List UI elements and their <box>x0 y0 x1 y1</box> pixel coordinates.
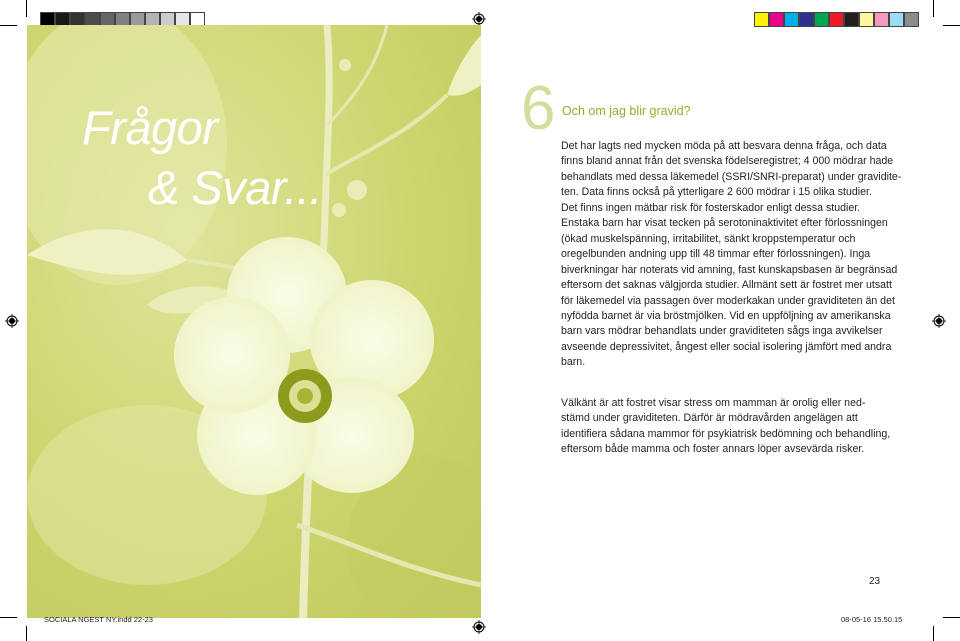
body-line: oregelbunden andning upp till 48 timmar efter förlossningen). Inga <box>561 248 871 261</box>
crop-mark <box>943 617 960 618</box>
body-line: eftersom både mamma och foster annars löper avsevärda risker. <box>561 443 865 456</box>
page-number: 23 <box>869 576 881 587</box>
crop-mark <box>26 0 27 17</box>
crop-mark <box>943 25 960 26</box>
color-swatch <box>814 12 829 27</box>
body-line: identifiera sådana mammor för psykiatrisk bedömning och behandling, <box>561 427 891 440</box>
registration-mark-left <box>5 314 19 328</box>
crop-mark <box>933 0 934 17</box>
body-paragraph-1 <box>561 139 902 371</box>
crop-mark <box>26 626 27 641</box>
body-line: behandlats med dessa läkemedel (SSRI/SNRI-preparat) under gravidite- <box>561 170 902 183</box>
color-swatch <box>904 12 919 27</box>
body-line: finns bland annat från det svenska födelseregistret; 4 000 mödrar hade <box>561 155 894 168</box>
slug-timestamp: 08-05-16 15.50.15 <box>841 615 903 624</box>
color-swatch <box>754 12 769 27</box>
body-line: ten. Data finns också på ytterligare 2 600 mödrar i 15 olika studier. <box>561 186 872 199</box>
body-line: (ökad muskelspänning, irritabilitet, sänkt kroppstemperatur och <box>561 232 856 245</box>
registration-mark-top <box>472 12 486 26</box>
color-swatch <box>799 12 814 27</box>
body-line: barn vars mödrar behandlats under graviditeten sågs inga avvikelser <box>561 325 883 338</box>
registration-mark-bottom <box>472 620 486 634</box>
crop-mark <box>0 617 17 618</box>
slug-file-info: SOCIALA NGEST NY.indd 22-23 <box>44 615 153 624</box>
body-line: nyfödda barnet är via bröstmjölken. Vid en uppföljning av amerikanska <box>561 309 891 322</box>
body-line: barn. <box>561 356 586 369</box>
title-line-1: Frågor <box>82 101 218 154</box>
body-line: Det har lagts ned mycken möda på att besvara denna fråga, och data <box>561 140 887 152</box>
color-swatch <box>844 12 859 27</box>
body-line: stämd under graviditeten. Därför är mödravården angelägen att <box>561 412 858 425</box>
color-calibration-bar <box>754 12 919 27</box>
color-swatch <box>829 12 844 27</box>
body-line: för läkemedel via passagen över moderkakan under graviditeten än det <box>561 294 895 307</box>
body-line: avseende depressivitet, ångest eller social isolering jämfört med andra <box>561 340 892 353</box>
crop-mark <box>0 25 17 26</box>
body-line: biverkningar har noterats vid amning, fast kunskapsbasen är begränsad <box>561 263 898 276</box>
body-line: Det finns ingen mätbar risk för fosterskador enligt dessa studier. <box>561 201 861 214</box>
body-line: Välkänt är att fostret visar stress om mamman är orolig eller ned- <box>561 397 866 409</box>
section-heading: Och om jag blir gravid? <box>562 104 691 118</box>
chapter-number: 6 <box>521 74 556 143</box>
registration-mark-right <box>932 314 946 328</box>
color-swatch <box>859 12 874 27</box>
body-paragraph-2 <box>561 396 891 458</box>
book-title <box>82 98 322 218</box>
color-swatch <box>889 12 904 27</box>
color-swatch <box>874 12 889 27</box>
body-line: eftersom det saknas välgjorda studier. Allmänt sett är fostret mer utsatt <box>561 279 892 292</box>
color-swatch <box>769 12 784 27</box>
crop-mark <box>933 626 934 641</box>
body-line: Enstaka barn har visat tecken på serotoninaktivitet efter förlossningen <box>561 217 888 230</box>
title-line-2: & Svar... <box>148 161 322 214</box>
color-swatch <box>784 12 799 27</box>
